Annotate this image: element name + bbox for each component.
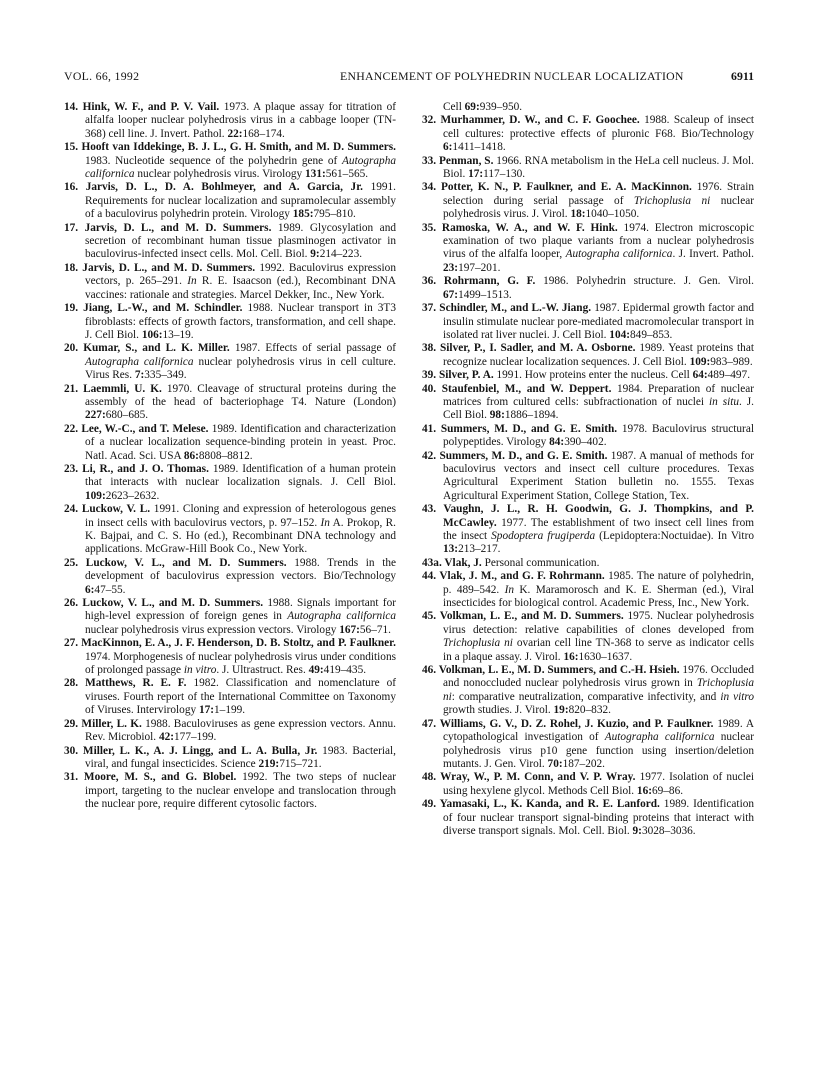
reference-text-segment: Autographa californica [85, 154, 396, 181]
reference-text-segment: 16: [636, 784, 652, 797]
reference-text-segment: 1975. Nuclear polyhedrosis virus detection: relative capabilities of clones developed from [443, 610, 754, 636]
reference-text-segment: 1974. Morphogenesis of nuclear polyhedrosis virus under conditions of prolonged passage [85, 650, 396, 677]
reference-number: 14. [64, 101, 83, 113]
reference-text-segment: in vitro [183, 664, 217, 677]
reference-text-segment: 1989. Identification and characterization of a nuclear localization sequence-binding protein in yeast. Proc. Natl. Acad. Sci. USA [85, 422, 396, 462]
reference-number: 44. [422, 570, 440, 583]
reference-item [64, 677, 396, 717]
reference-text-segment: 1982. Classification and nomenclature of viruses. Fourth report of the International Committee on Taxonomy of Viruses. Intervirology [85, 677, 396, 717]
reference-text-segment: Jarvis, D. L., D. A. Bohlmeyer, and A. Garcia, Jr. [85, 181, 363, 194]
reference-number: 40. [422, 382, 442, 395]
reference-number: 42. [422, 449, 440, 462]
reference-item [422, 302, 754, 342]
reference-text-segment: R. E. Isaacson (ed.), Recombinant DNA vaccines: rationale and strategies. Marcel Dekker, Inc., New York. [85, 275, 396, 301]
reference-text-segment: Luckow, V. L., and M. D. Summers. [85, 556, 287, 569]
reference-text-segment: 983–989. [710, 355, 753, 368]
reference-text-segment: (Lepidoptera:Noctuidae). In Vitro [595, 530, 754, 542]
reference-text-segment: 6: [85, 583, 95, 596]
reference-number: 34. [422, 181, 441, 194]
reference-text-segment: Murhammer, D. W., and C. F. Goochee. [440, 114, 640, 127]
reference-text-segment: 49: [308, 664, 324, 677]
reference-text-segment: Laemmli, U. K. [83, 382, 162, 395]
reference-item [422, 503, 754, 557]
reference-text-segment: Autographa californica [604, 731, 715, 744]
reference-text-segment: Cell [443, 101, 465, 113]
reference-text-segment: 84: [549, 436, 565, 449]
reference-text-segment: Summers, M. D., and G. E. Smith. [439, 449, 608, 462]
reference-text-segment: 1992. Baculovirus expression vectors, p. 265–291. [85, 261, 396, 288]
reference-number: 15. [64, 141, 82, 154]
reference-item [422, 383, 754, 423]
reference-text-segment: 214–223. [319, 248, 363, 261]
reference-item [64, 141, 396, 181]
reference-number: 37. [422, 302, 440, 315]
reference-continuation [422, 101, 754, 114]
reference-text-segment: 69–86. [651, 784, 684, 797]
reference-text-segment: 1992. The two steps of nuclear import, targeting to the nuclear envelope and translocation through the nuclear pore, require different cytosolic factors. [85, 771, 396, 811]
reference-text-segment: 106: [141, 328, 163, 341]
reference-number: 26. [64, 597, 83, 610]
reference-text-segment: 1984. Preparation of nuclear matrices from cultured cells: subfractionation of nuclei [443, 382, 755, 408]
reference-text-segment: Lee, W.-C., and T. Melese. [81, 422, 209, 435]
reference-text-segment: 680–685. [105, 409, 149, 422]
reference-text-segment: 849–853. [630, 328, 673, 341]
reference-text-segment: Autographa californica [287, 610, 396, 623]
reference-item [64, 597, 396, 637]
references-column-right [422, 101, 754, 838]
reference-text-segment: nuclear polyhedrosis virus. Virology [134, 168, 306, 181]
reference-text-segment: 117–130. [483, 168, 526, 181]
reference-text-segment: 23: [443, 261, 459, 274]
reference-text-segment: . J. Invert. Pathol. [672, 248, 754, 261]
reference-text-segment: Silver, P., I. Sadler, and M. A. Osborne. [440, 342, 636, 355]
running-head [64, 69, 754, 85]
reference-text-segment: Jarvis, D. L., and M. D. Summers. [82, 261, 256, 274]
reference-text-segment: 1989. Identification of a human protein that interacts with nuclear localization signals. J. Cell Biol. [85, 462, 397, 489]
reference-text-segment: 1988. Signals important for high-level expression of foreign genes in [85, 597, 396, 623]
reference-text-segment: Potter, K. N., P. Faulkner, and E. A. MacKinnon. [441, 181, 692, 194]
reference-text-segment: 1983. Bacterial, viral, and fungal insecticides. Science [85, 744, 396, 770]
reference-text-segment: Trichoplusia ni [443, 637, 513, 650]
reference-text-segment: 219: [258, 757, 280, 770]
reference-text-segment: 7: [134, 369, 145, 382]
reference-item [64, 771, 396, 811]
reference-text-segment: in situ [708, 395, 740, 408]
reference-text-segment: 22: [227, 127, 243, 140]
reference-text-segment: 47–55. [94, 583, 126, 596]
reference-text-segment: in vitro [720, 690, 755, 703]
reference-text-segment: 1985. The nature of polyhedrin, p. 489–542. [443, 570, 754, 596]
reference-text-segment: Luckow, V. L., and M. D. Summers. [82, 597, 264, 610]
reference-item [422, 423, 754, 450]
reference-text-segment: : comparative neutralization, comparative infectivity, and [451, 690, 721, 703]
reference-text-segment: Personal communication. [481, 556, 600, 569]
reference-text-segment: Summers, M. D., and G. E. Smith. [440, 422, 618, 435]
reference-text-segment: 13–19. [162, 328, 194, 341]
reference-text-segment: In [187, 275, 197, 288]
reference-number: 21. [64, 382, 84, 395]
reference-item [64, 181, 396, 221]
reference-item [64, 262, 396, 302]
reference-text-segment: Staufenbiel, M., and W. Deppert. [441, 382, 612, 395]
reference-number: 33. [422, 154, 440, 167]
reference-number: 27. [64, 637, 82, 650]
reference-item [64, 101, 396, 141]
reference-number: 16. [64, 181, 86, 194]
reference-item [64, 557, 396, 597]
reference-text-segment: 168–174. [242, 127, 285, 140]
reference-number: 32. [422, 114, 441, 127]
reference-text-segment: 1988. Trends in the development of baculovirus expression vectors. Bio/Technology [85, 556, 396, 583]
reference-item [64, 463, 396, 503]
reference-number: 17. [64, 221, 85, 234]
reference-item [422, 369, 754, 382]
reference-text-segment: 3028–3036. [641, 824, 696, 837]
reference-text-segment: 1630–1637. [578, 650, 633, 663]
reference-text-segment: 1988. Baculoviruses as gene expression vectors. Annu. Rev. Microbiol. [85, 717, 396, 744]
reference-number: 29. [64, 717, 82, 730]
reference-text-segment: 1991. Cloning and expression of heterologous genes in insect cells with baculovirus vectors, p. 97–152. [85, 503, 396, 529]
reference-number: 43. [422, 503, 444, 516]
reference-text-segment: 1970. Cleavage of structural proteins during the assembly of the head of bacteriophage T4. Nature (London) [85, 382, 396, 408]
reference-text-segment: 109: [689, 355, 711, 368]
reference-number: 36. [422, 275, 444, 288]
reference-text-segment: 820–832. [568, 704, 611, 717]
reference-number: 39. [422, 369, 439, 382]
reference-text-segment: 6: [443, 141, 453, 154]
reference-number: 20. [64, 342, 84, 355]
reference-item [64, 637, 396, 677]
reference-text-segment: MacKinnon, E. A., J. F. Henderson, D. B. Stoltz, and P. Faulkner. [81, 637, 396, 650]
reference-text-segment: Volkman, L. E., M. D. Summers, and C.-H. Hsieh. [438, 664, 680, 677]
reference-text-segment: 939–950. [479, 101, 523, 113]
reference-text-segment: 419–435. [323, 664, 367, 677]
reference-item [64, 302, 396, 342]
reference-number: 31. [64, 771, 84, 784]
reference-text-segment: Miller, L. K., A. J. Lingg, and L. A. Bulla, Jr. [82, 744, 318, 757]
reference-text-segment: 98: [489, 409, 505, 422]
reference-text-segment: Trichoplusia ni [633, 194, 711, 207]
reference-text-segment: ovarian cell line TN-368 to serve as indicator cells in a plaque assay. J. Virol. [443, 637, 754, 663]
reference-item [64, 222, 396, 262]
reference-item [422, 275, 754, 302]
reference-text-segment: 1989. Glycosylation and secretion of recombinant human tissue plasminogen activator in baculovirus-infected insect cells. Mol. Cell. Biol. [85, 221, 396, 261]
reference-number: 18. [64, 261, 83, 274]
reference-item [422, 610, 754, 664]
reference-text-segment: 104: [609, 328, 631, 341]
reference-number: 47. [422, 717, 440, 730]
reference-text-segment: Penman, S. [439, 154, 494, 167]
reference-text-segment: nuclear polyhedrosis virus p10 gene function using insertion/deletion mutants. J. Gen. Virol. [443, 731, 754, 770]
references-column-left [64, 101, 396, 838]
reference-item [422, 557, 754, 570]
reference-text-segment: nuclear polyhedrosis virus. J. Virol. [443, 194, 754, 221]
reference-text-segment: Wray, W., P. M. Conn, and V. P. Wray. [440, 771, 636, 784]
reference-text-segment: 86: [183, 449, 199, 462]
reference-item [64, 383, 396, 423]
reference-text-segment: 1411–1418. [452, 141, 506, 154]
reference-item [64, 745, 396, 772]
reference-item [422, 222, 754, 276]
reference-text-segment: 715–721. [279, 757, 322, 770]
reference-text-segment: 1983. Nucleotide sequence of the polyhedrin gene of [85, 154, 343, 167]
reference-number: 35. [422, 221, 442, 234]
reference-text-segment: Yamasaki, L., K. Kanda, and R. E. Lanford. [439, 798, 660, 811]
reference-text-segment: Schindler, M., and L.-W. Jiang. [439, 302, 592, 315]
reference-text-segment: 1977. Isolation of nuclei using hexylene glycol. Methods Cell Biol. [443, 771, 754, 797]
reference-text-segment: Vlak, J. M., and G. F. Rohrmann. [439, 570, 605, 583]
page-number: 6911 [731, 69, 754, 83]
reference-text-segment: In [504, 583, 514, 596]
reference-text-segment: Vaughn, J. L., R. H. Goodwin, G. J. Thompkins, and P. McCawley. [443, 503, 755, 529]
reference-text-segment: 69: [464, 101, 480, 113]
reference-text-segment: 1040–1050. [585, 208, 640, 221]
reference-text-segment: 177–199. [174, 731, 217, 744]
reference-item [422, 664, 754, 718]
reference-text-segment: 227: [85, 409, 106, 422]
reference-text-segment: 390–402. [564, 436, 607, 449]
reference-text-segment: Luckow, V. L. [81, 503, 151, 516]
reference-text-segment: 1499–1513. [458, 288, 512, 301]
reference-text-segment: A. Prokop, R. K. Bajpai, and C. S. Ho (ed.), Recombinant DNA technology and applications. McGraw-Hill Book Co., New York. [85, 516, 397, 556]
reference-text-segment: 1987. Epidermal growth factor and insulin stimulate nuclear pore-mediated macromolecular transport in isolated rat liver nuclei. J. Cell Biol. [443, 302, 754, 341]
reference-number: 48. [422, 771, 441, 784]
reference-text-segment: 1986. Polyhedrin structure. J. Gen. Virol. [535, 275, 754, 288]
reference-number: 25. [64, 556, 86, 569]
reference-text-segment: 489–497. [707, 369, 751, 382]
reference-number: 19. [64, 302, 84, 315]
reference-text-segment: Silver, P. A. [438, 369, 494, 382]
reference-text-segment: 1977. The establishment of two insect cell lines from the insect [443, 516, 754, 542]
volume-label: VOL. 66, 1992 [64, 69, 140, 83]
reference-text-segment: Jarvis, D. L., and M. D. Summers. [84, 221, 272, 234]
reference-text-segment: 335–349. [144, 369, 187, 382]
reference-text-segment: 1988. Scaleup of insect cell cultures: protective effects of pluronic F68. Bio/Technology [443, 114, 754, 140]
reference-text-segment: Li, R., and J. O. Thomas. [82, 462, 209, 475]
reference-text-segment: . J. Cell Biol. [443, 395, 755, 422]
reference-item [64, 342, 396, 382]
reference-number: 30. [64, 744, 83, 757]
reference-text-segment: Trichoplusia ni [443, 677, 754, 703]
reference-number: 24. [64, 503, 82, 516]
reference-item [422, 181, 754, 221]
reference-text-segment: 2623–2632. [105, 489, 160, 502]
reference-number: 41. [422, 422, 441, 435]
reference-text-segment: Kumar, S., and L. K. Miller. [83, 342, 230, 355]
reference-text-segment: Matthews, R. E. F. [85, 677, 187, 690]
reference-text-segment: Miller, L. K. [81, 717, 142, 730]
reference-text-segment: Moore, M. S., and G. Blobel. [83, 771, 237, 784]
reference-text-segment: nuclear polyhedrosis virus expression vectors. Virology [85, 623, 340, 636]
running-title: ENHANCEMENT OF POLYHEDRIN NUCLEAR LOCALIZATION [340, 69, 684, 83]
reference-text-segment: 16: [563, 650, 579, 663]
reference-number: 22. [64, 422, 82, 435]
reference-item [422, 155, 754, 182]
reference-text-segment: 42: [158, 731, 175, 744]
reference-number: 23. [64, 462, 83, 475]
reference-text-segment: K. Maramorosch and K. E. Sherman (ed.), Viral insecticides for biological control. Academic Press, Inc., New York. [443, 583, 755, 610]
reference-text-segment: growth studies. J. Virol. [443, 704, 554, 717]
reference-text-segment: 109: [85, 489, 106, 502]
reference-text-segment: 197–201. [458, 261, 501, 274]
reference-text-segment: 187–202. [562, 757, 605, 770]
reference-number: 43a. [422, 556, 445, 569]
reference-item [422, 570, 754, 610]
reference-text-segment: 1991. Requirements for nuclear localization and supramolecular assembly of a baculovirus polyhedrin protein. Virology [85, 181, 396, 221]
reference-text-segment: 1–199. [214, 704, 246, 717]
reference-text-segment: 1989. Identification of four nuclear transport signal-binding proteins that interact with diverse transport signals. Mol. Cell. Biol. [443, 798, 755, 837]
reference-text-segment: 1974. Electron microscopic examination of two plaque variants from a nuclear polyhedrosis virus of the alfalfa looper, [443, 221, 754, 261]
reference-text-segment: 561–565. [325, 168, 369, 181]
reference-text-segment: 1886–1894. [504, 409, 559, 422]
reference-text-segment: 1989. A cytopathological investigation of [443, 717, 754, 744]
reference-text-segment: 167: [339, 623, 360, 636]
reference-number: 49. [422, 798, 440, 811]
reference-text-segment: 56–71. [359, 623, 391, 636]
reference-text-segment: 17: [198, 704, 215, 717]
reference-text-segment: 19: [553, 704, 569, 717]
reference-number: 46. [422, 664, 439, 677]
reference-text-segment: Rohrmann, G. F. [443, 275, 536, 288]
reference-text-segment: Jiang, L.-W., and M. Schindler. [83, 302, 243, 315]
reference-text-segment: 8808–8812. [198, 449, 253, 462]
reference-text-segment: 17: [468, 168, 484, 181]
reference-item [64, 718, 396, 745]
reference-text-segment: 1978. Baculovirus structural polypeptides. Virology [443, 422, 754, 449]
reference-text-segment: 1988. Nuclear transport in 3T3 fibroblasts: effects of growth factors, transformation, and cell shape. J. Cell Biol. [85, 302, 396, 341]
reference-text-segment: 1987. Effects of serial passage of [229, 342, 396, 355]
reference-text-segment: 1987. A manual of methods for baculovirus vectors and insect cell culture procedures. Texas Agricultural Experiment Station bulletin no. 1555. Texas Agricultural Experiment Station, College Station, Tex. [443, 449, 755, 502]
reference-text-segment: Spodoptera frugiperda [491, 530, 596, 542]
reference-item [422, 342, 754, 369]
reference-text-segment: Vlak, J. [444, 556, 482, 569]
reference-item [64, 503, 396, 557]
reference-item [422, 450, 754, 504]
reference-text-segment: 1989. Yeast proteins that recognize nuclear localization sequences. J. Cell Biol. [443, 342, 754, 368]
reference-text-segment: 67: [443, 288, 459, 301]
reference-text-segment: 213–217. [458, 543, 501, 556]
reference-number: 38. [422, 342, 441, 355]
reference-text-segment: Volkman, L. E., and M. D. Summers. [439, 610, 624, 623]
reference-text-segment: 185: [292, 208, 314, 221]
reference-text-segment: Hink, W. F., and P. V. Vail. [82, 101, 220, 113]
reference-text-segment: . J. Ultrastruct. Res. [216, 664, 309, 677]
reference-item [422, 771, 754, 798]
reference-text-segment: nuclear polyhedrosis virus in cell culture. Virus Res. [85, 355, 397, 382]
reference-text-segment: 18: [570, 208, 586, 221]
reference-text-segment: 131: [305, 168, 326, 181]
reference-item [64, 423, 396, 463]
reference-item [422, 114, 754, 154]
reference-text-segment: 1973. A plaque assay for titration of alfalfa looper nuclear polyhedrosis virus in a cabbage looper (TN-368) cell line. J. Invert. Pathol. [85, 101, 396, 140]
reference-number: 28. [64, 677, 86, 690]
reference-text-segment: 795–810. [313, 208, 356, 221]
reference-text-segment: 1966. RNA metabolism in the HeLa cell nucleus. J. Mol. Biol. [443, 154, 754, 181]
reference-text-segment: 1976. Occluded and nonoccluded nuclear polyhedrosis virus grown in [443, 664, 754, 690]
reference-text-segment: 9: [632, 824, 642, 837]
reference-item [422, 718, 754, 772]
reference-text-segment: Hooft van Iddekinge, B. J. L., G. H. Smith, and M. D. Summers. [81, 141, 396, 154]
reference-text-segment: Williams, G. V., D. Z. Rohel, J. Kuzio, and P. Faulkner. [439, 717, 714, 730]
reference-text-segment: 9: [310, 248, 320, 261]
reference-item [422, 798, 754, 838]
reference-text-segment: Ramoska, W. A., and W. F. Hink. [441, 221, 618, 234]
reference-text-segment: 1976. Strain selection during serial passage of [443, 181, 754, 207]
reference-text-segment: In [320, 516, 330, 529]
reference-text-segment: 64: [692, 369, 708, 382]
reference-number: 45. [422, 610, 440, 623]
references-section [64, 101, 754, 838]
reference-text-segment: 1991. How proteins enter the nucleus. Cell [493, 369, 693, 382]
reference-text-segment: 13: [443, 543, 459, 556]
reference-text-segment: Autographa californica [565, 248, 673, 261]
reference-text-segment: 70: [547, 757, 563, 770]
reference-text-segment: Autographa californica [85, 355, 194, 368]
